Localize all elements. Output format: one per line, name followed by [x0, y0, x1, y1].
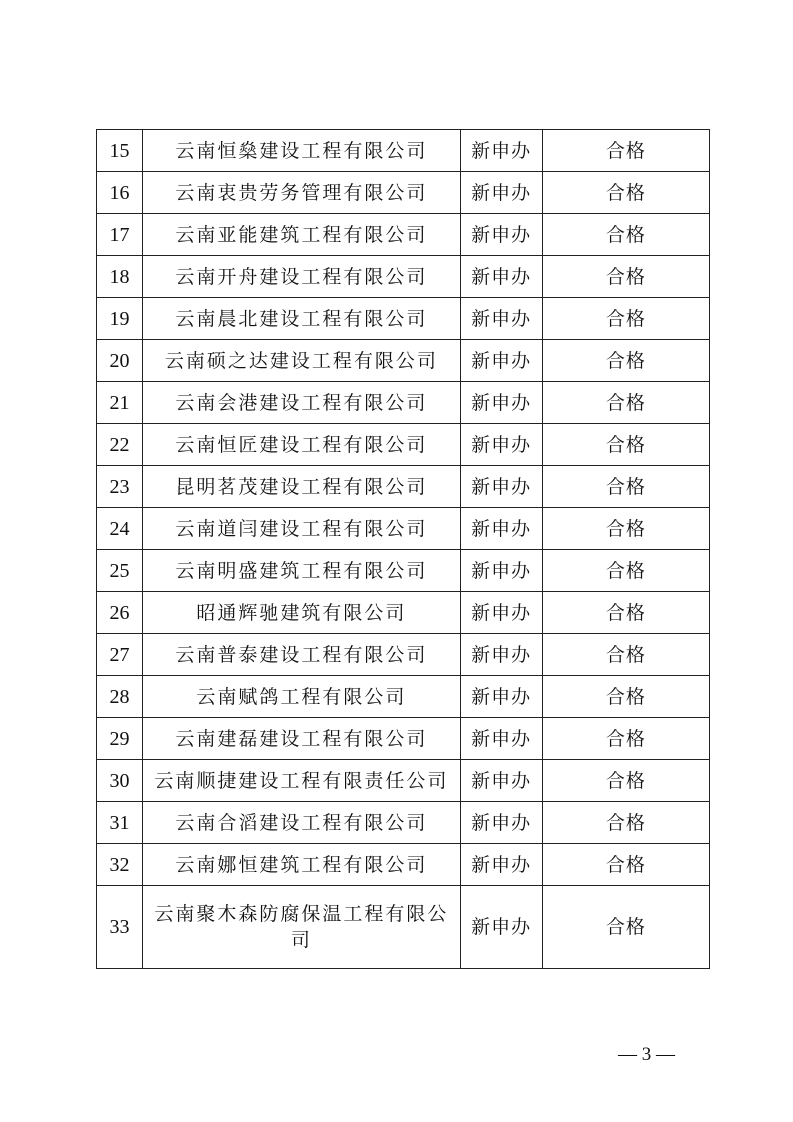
company-name: 云南道闫建设工程有限公司	[143, 508, 461, 550]
row-number: 27	[97, 634, 143, 676]
review-result: 合格	[542, 676, 709, 718]
row-number: 20	[97, 340, 143, 382]
row-number: 29	[97, 718, 143, 760]
company-name: 云南普泰建设工程有限公司	[143, 634, 461, 676]
review-result: 合格	[542, 550, 709, 592]
table-row	[97, 550, 710, 592]
company-name: 云南恒燊建设工程有限公司	[143, 130, 461, 172]
row-number: 22	[97, 424, 143, 466]
table-row	[97, 466, 710, 508]
application-type: 新申办	[460, 718, 542, 760]
application-type: 新申办	[460, 676, 542, 718]
review-result: 合格	[542, 886, 709, 969]
company-name: 云南会港建设工程有限公司	[143, 382, 461, 424]
review-result: 合格	[542, 592, 709, 634]
application-type: 新申办	[460, 886, 542, 969]
application-type: 新申办	[460, 214, 542, 256]
review-result: 合格	[542, 382, 709, 424]
row-number: 23	[97, 466, 143, 508]
review-result: 合格	[542, 844, 709, 886]
row-number: 31	[97, 802, 143, 844]
application-type: 新申办	[460, 382, 542, 424]
review-result: 合格	[542, 508, 709, 550]
qualification-results-table	[96, 129, 710, 969]
application-type: 新申办	[460, 802, 542, 844]
row-number: 16	[97, 172, 143, 214]
application-type: 新申办	[460, 550, 542, 592]
application-type: 新申办	[460, 340, 542, 382]
company-name: 云南建磊建设工程有限公司	[143, 718, 461, 760]
review-result: 合格	[542, 802, 709, 844]
table-row	[97, 676, 710, 718]
table-row	[97, 802, 710, 844]
row-number: 28	[97, 676, 143, 718]
company-name: 云南聚木森防腐保温工程有限公司	[143, 886, 461, 969]
table-row	[97, 424, 710, 466]
company-name: 云南衷贵劳务管理有限公司	[143, 172, 461, 214]
table-row	[97, 886, 710, 969]
company-name: 云南赋鸽工程有限公司	[143, 676, 461, 718]
review-result: 合格	[542, 172, 709, 214]
application-type: 新申办	[460, 298, 542, 340]
review-result: 合格	[542, 424, 709, 466]
table-row	[97, 214, 710, 256]
review-result: 合格	[542, 214, 709, 256]
table-row	[97, 508, 710, 550]
company-name: 云南恒匠建设工程有限公司	[143, 424, 461, 466]
company-name: 云南合滔建设工程有限公司	[143, 802, 461, 844]
row-number: 18	[97, 256, 143, 298]
table-row	[97, 340, 710, 382]
application-type: 新申办	[460, 424, 542, 466]
application-type: 新申办	[460, 592, 542, 634]
application-type: 新申办	[460, 634, 542, 676]
company-name: 云南明盛建筑工程有限公司	[143, 550, 461, 592]
review-result: 合格	[542, 298, 709, 340]
application-type: 新申办	[460, 256, 542, 298]
row-number: 26	[97, 592, 143, 634]
company-name: 云南硕之达建设工程有限公司	[143, 340, 461, 382]
row-number: 24	[97, 508, 143, 550]
company-name: 云南亚能建筑工程有限公司	[143, 214, 461, 256]
row-number: 33	[97, 886, 143, 969]
company-name: 云南娜恒建筑工程有限公司	[143, 844, 461, 886]
review-result: 合格	[542, 466, 709, 508]
application-type: 新申办	[460, 466, 542, 508]
application-type: 新申办	[460, 760, 542, 802]
row-number: 21	[97, 382, 143, 424]
table-row	[97, 382, 710, 424]
page-number: — 3 —	[618, 1044, 675, 1065]
table-row	[97, 256, 710, 298]
table-row	[97, 172, 710, 214]
row-number: 15	[97, 130, 143, 172]
row-number: 19	[97, 298, 143, 340]
table-row	[97, 298, 710, 340]
application-type: 新申办	[460, 844, 542, 886]
review-result: 合格	[542, 130, 709, 172]
company-name: 云南晨北建设工程有限公司	[143, 298, 461, 340]
application-type: 新申办	[460, 172, 542, 214]
review-result: 合格	[542, 634, 709, 676]
application-type: 新申办	[460, 130, 542, 172]
table-row	[97, 634, 710, 676]
row-number: 32	[97, 844, 143, 886]
company-name: 昆明茗茂建设工程有限公司	[143, 466, 461, 508]
table-row	[97, 592, 710, 634]
row-number: 25	[97, 550, 143, 592]
review-result: 合格	[542, 340, 709, 382]
table-row	[97, 844, 710, 886]
company-name: 昭通辉驰建筑有限公司	[143, 592, 461, 634]
review-result: 合格	[542, 256, 709, 298]
table-row	[97, 718, 710, 760]
company-name: 云南开舟建设工程有限公司	[143, 256, 461, 298]
row-number: 30	[97, 760, 143, 802]
row-number: 17	[97, 214, 143, 256]
review-result: 合格	[542, 718, 709, 760]
review-result: 合格	[542, 760, 709, 802]
table-row	[97, 760, 710, 802]
application-type: 新申办	[460, 508, 542, 550]
table-row	[97, 130, 710, 172]
company-name: 云南顺捷建设工程有限责任公司	[143, 760, 461, 802]
